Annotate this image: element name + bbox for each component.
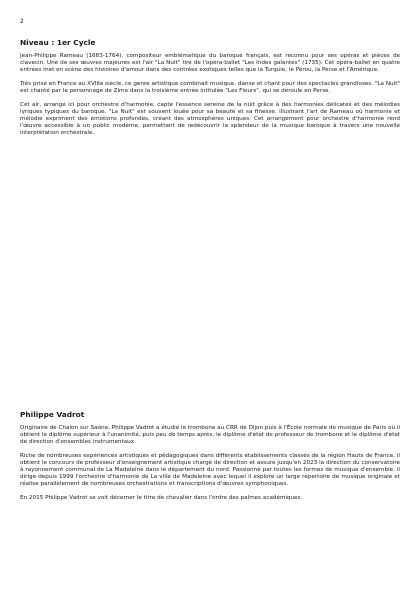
page-number: 2	[20, 18, 24, 25]
section-heading-level: Niveau : 1er Cycle	[20, 38, 96, 47]
paragraph-author-career: Riche de nombreuses expériences artistiques et pédagogiques dans différents établissements classés de la région Hauts de France, il obtient le concours de professeur d'enseignement artistique chargé de direction et assure jusqu'en 2023 la direction du conservatoire à rayonnement communal de La Madeleine dans le département du nord. Passionné par toutes les formes de musique d'ensemble, il dirige depuis 1999 l'orchestre d'harmonie de La ville de Madeleine avec lequel il explore un large répertoire de musique originale et réalise parallèlement de nombreuses orchestrations et transcriptions d'œuvres symphoniques.	[20, 453, 400, 488]
paragraph-author-award: En 2015 Philippe Vadrot se voit décerner le titre de chevalier dans l'ordre des palmes académiques.	[20, 495, 303, 502]
level-section	[20, 38, 400, 144]
section-heading-author: Philippe Vadrot	[20, 410, 85, 419]
paragraph-genre: Très prisé en France au XVIIIe siècle, ce genre artistique combinait musique, danse et chant pour des spectacles grandioses. "La Nuit" est chanté par le personnage de Zima dans la troisième entrée intitulée "Les Fleurs", qui se déroule en Perse.	[20, 81, 400, 95]
paragraph-arrangement: Cet air, arrangé ici pour orchestre d'harmonie, capte l'essence sereine de la nuit grâce à des harmonies délicates et des mélodies lyriques typiques du baroque. "La Nuit" est souvent louée pour sa beauté et sa finesse, illustrant l'art de Rameau où harmonie et mélodie expriment des émotions profondes, créant des atmosphères uniques. Cet arrangement pour orchestre d'harmonie rend l'œuvre accessible à un public moderne, permettant de redécouvrir la splendeur de la musique baroque à travers une nouvelle interprétation orchestrale.	[20, 102, 400, 137]
paragraph-rameau-intro: Jean-Philippe Rameau (1683-1764), compositeur emblématique du baroque français, est reconnu pour ses opéras et pièces de clavecin. Une de ses œuvres majeures est l'air "La Nuit" tiré de l'opéra-ballet "Les Indes galantes" (1735). Cet opéra-ballet en quatre entrées met en scène des histoires d'amour dans des contrées exotiques telles que la Turquie, le Pérou, la Perse et l'Amérique.	[20, 53, 400, 74]
paragraph-author-origin: Originaire de Chalon sur Saône, Philippe Vadrot a étudié le trombone au CRR de Dijon puis à l'École normale de musique de Paris où il obtient le diplôme supérieur à l'unanimité, puis peu de temps après, le diplôme d'état de professeur de trombone et le diplôme d'état de direction d'ensembles instrumentaux.	[20, 425, 400, 446]
author-section	[20, 410, 400, 509]
